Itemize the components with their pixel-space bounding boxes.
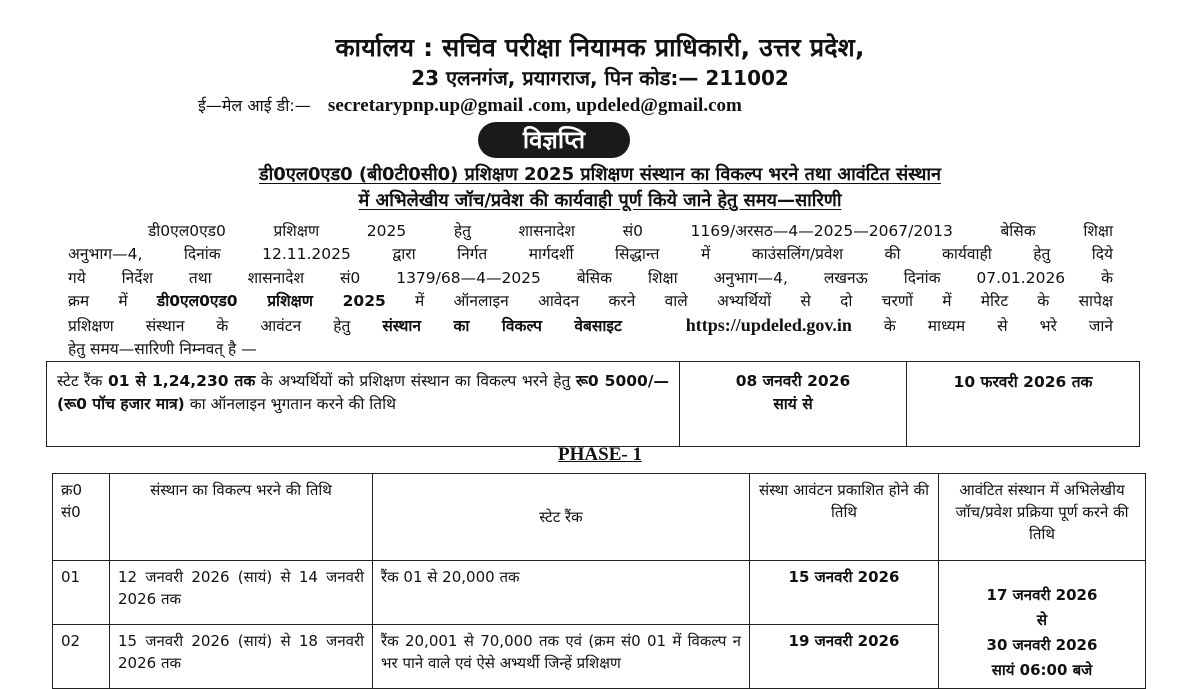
row-rank: रैंक 01 से 20,000 तक (373, 561, 750, 625)
paragraph-line: अनुभाग—4, दिनांक 12.11.2025 द्वारा निर्गत मार्गदर्शी सिद्धान्त में काउंसलिंग/प्रवेश की कार्यवाही हेतु दिये (68, 245, 1113, 264)
verification-period: 17 जनवरी 2026 से 30 जनवरी 2026 सायं 06:00 बजे (939, 561, 1146, 689)
paragraph-line: क्रम में डी0एल0एड0 प्रशिक्षण 2025 में ऑनलाइन आवेदन करने वाले अभ्यर्थियों से दो चरणों में मेरिट के सापेक्ष (68, 292, 1113, 311)
subject-line-1: डी0एल0एड0 (बी0टी0सी0) प्रशिक्षण 2025 प्रशिक्षण संस्थान का विकल्प भरने तथा आवंटित संस्थान (259, 164, 941, 185)
phase-title: PHASE- 1 (558, 444, 642, 465)
header-choice-date: संस्थान का विकल्प भरने की तिथि (110, 474, 373, 561)
fee-description: स्टेट रैंक 01 से 1,24,230 तक के अभ्यर्थियों को प्रशिक्षण संस्थान का विकल्प भरने हेतु रू0 5000/—(रू0 पॉच हजार मात्र) का ऑनलाइन भुगतान करने की तिथि (47, 362, 680, 447)
header-state-rank: स्टेट रैंक (373, 474, 750, 561)
paragraph-line: प्रशिक्षण संस्थान के आवंटन हेतु संस्थान का विकल्प वेबसाइट https://updeled.gov.in के माध्यम से भरे जाने (68, 314, 1114, 335)
email-addresses: secretarypnp.up@gmail .com, updeled@gmail.com (327, 95, 742, 116)
header-serial: क्र0 सं0 (53, 474, 110, 561)
header-verification-date: आवंटित संस्थान में अभिलेखीय जॉच/प्रवेश प्रक्रिया पूर्ण करने की तिथि (939, 474, 1146, 561)
paragraph-line: हेतु समय—सारिणी निम्नवत् है — (68, 340, 257, 359)
row-serial: 02 (53, 625, 110, 689)
paragraph-line: डी0एल0एड0 प्रशिक्षण 2025 हेतु शासनादेश सं0 1169/अरसठ—4—2025—2067/2013 बेसिक शिक्षा (148, 222, 1113, 240)
paragraph-line: गये निर्देश तथा शासनादेश सं0 1379/68—4—2025 बेसिक शिक्षा अनुभाग—4, लखनऊ दिनांक 07.01.2026 के (68, 268, 1113, 287)
office-heading: कार्यालय : सचिव परीक्षा नियामक प्राधिकारी, उत्तर प्रदेश, (335, 33, 865, 62)
table-header-row (53, 474, 1146, 561)
subject-line-2: में अभिलेखीय जॉच/प्रवेश की कार्यवाही पूर्ण किये जाने हेतु समय—सारिणी (358, 190, 842, 211)
header-allotment-date: संस्था आवंटन प्रकाशित होने की तिथि (750, 474, 939, 561)
row-serial: 01 (53, 561, 110, 625)
row-choice-date: 15 जनवरी 2026 (सायं) से 18 जनवरी 2026 तक (110, 625, 373, 689)
office-address: 23 एलनगंज, प्रयागराज, पिन कोड:— 211002 (411, 66, 789, 90)
fee-end-date: 10 फरवरी 2026 तक (907, 362, 1140, 447)
row-allotment-date: 19 जनवरी 2026 (750, 625, 939, 689)
row-rank: रैंक 20,001 से 70,000 तक एवं (क्रम सं0 01 में विकल्प न भर पाने वाले एवं ऐसे अभ्यर्थी जिन्हें प्रशिक्षण (373, 625, 750, 689)
row-choice-date: 12 जनवरी 2026 (सायं) से 14 जनवरी 2026 तक (110, 561, 373, 625)
fee-payment-table (46, 361, 1140, 447)
notice-badge: विज्ञप्ति (478, 122, 630, 158)
email-label: ई—मेल आई डी:— (198, 96, 311, 115)
body-paragraph (68, 220, 1113, 361)
row-allotment-date: 15 जनवरी 2026 (750, 561, 939, 625)
website-link[interactable]: https://updeled.gov.in (685, 314, 852, 335)
email-line (198, 94, 742, 117)
fee-start-date: 08 जनवरी 2026 सायं से (680, 362, 907, 447)
table-row (53, 561, 1146, 625)
phase-1-table (52, 473, 1146, 689)
